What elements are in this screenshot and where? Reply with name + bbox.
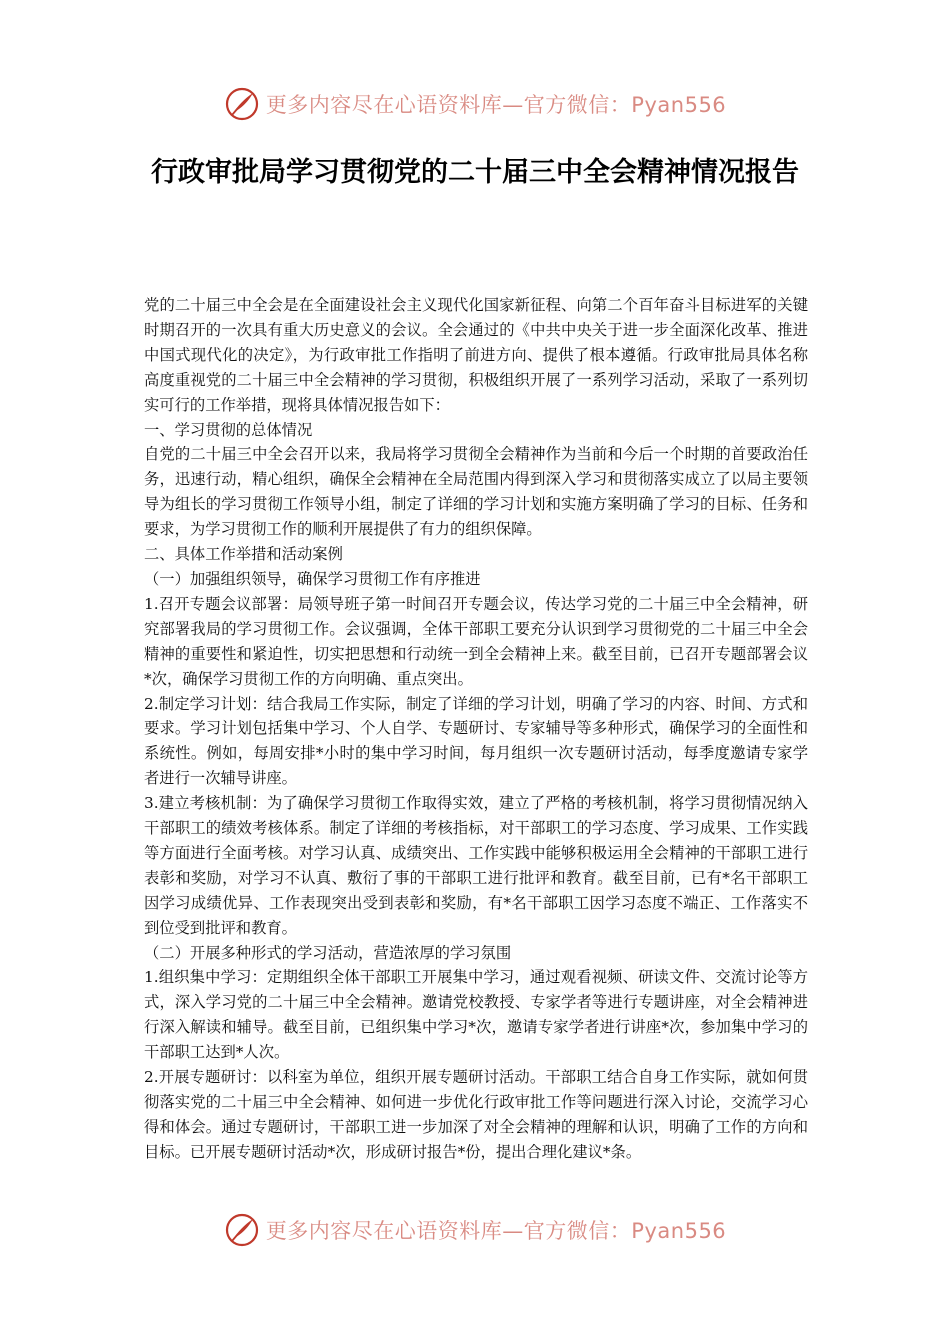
document-title: 行政审批局学习贯彻党的二十届三中全会精神情况报告 [151, 157, 799, 188]
subsection-heading-1: （一）加强组织领导，确保学习贯彻工作有序推进 [144, 569, 481, 588]
list-item: 2.开展专题研讨：以科室为单位，组织开展专题研讨活动。干部职工结合自身工作实际，就如何贯彻落实党的二十届三中全会精神、如何进一步优化行政审批工作等问题进行深入讨论，交流学习心得和体会。通过专题研讨，干部职工进一步加深了对全会精神的理解和认识，明确了工作的方向和目标。已开展专题研讨活动*次，形成研讨报告*份，提出合理化建议*条。 [144, 1068, 808, 1161]
header-watermark [0, 84, 950, 124]
watermark-text: 更多内容尽在心语资料库—官方微信：Pyan556 [265, 1219, 727, 1243]
list-item: 2.制定学习计划：结合我局工作实际，制定了详细的学习计划，明确了学习的内容、时间、方式和要求。学习计划包括集中学习、个人自学、专题研讨、专家辅导等多种形式，确保学习的全面性和系统性。例如，每周安排*小时的集中学习时间，每月组织一次专题研讨活动，每季度邀请专家学者进行一次辅导讲座。 [144, 694, 808, 788]
quill-logo-icon [224, 1212, 260, 1248]
section-heading-2: 二、具体工作举措和活动案例 [144, 545, 343, 564]
list-item: 1.组织集中学习：定期组织全体干部职工开展集中学习，通过观看视频、研读文件、交流讨论等方式，深入学习党的二十届三中全会精神。邀请党校教授、专家学者等进行专题讲座，对全会精神进行深入解读和辅导。截至目前，已组织集中学习*次，邀请专家学者进行讲座*次，参加集中学习的干部职工达到*人次。 [144, 968, 808, 1062]
footer-watermark [0, 1210, 950, 1250]
document-body [144, 293, 808, 1165]
subsection-heading-2: （二）开展多种形式的学习活动，营造浓厚的学习氛围 [144, 943, 512, 962]
list-item: 1.召开专题会议部署：局领导班子第一时间召开专题会议，传达学习党的二十届三中全会精神，研究部署我局的学习贯彻工作。会议强调，全体干部职工要充分认识到学习贯彻党的二十届三中全会精神的重要性和紧迫性，切实把思想和行动统一到全会精神上来。截至目前，已召开专题部署会议*次，确保学习贯彻工作的方向明确、重点突出。 [144, 594, 808, 688]
watermark-text: 更多内容尽在心语资料库—官方微信：Pyan556 [265, 93, 727, 117]
paragraph-intro: 党的二十届三中全会是在全面建设社会主义现代化国家新征程、向第二个百年奋斗目标进军的关键时期召开的一次具有重大历史意义的会议。全会通过的《中共中央关于进一步全面深化改革、推进中国式现代化的决定》，为行政审批工作指明了前进方向、提供了根本遵循。行政审批局具体名称高度重视党的二十届三中全会精神的学习贯彻，积极组织开展了一系列学习活动，采取了一系列切实可行的工作举措，现将具体情况报告如下： [144, 296, 808, 414]
quill-logo-icon [224, 86, 260, 122]
list-item: 3.建立考核机制：为了确保学习贯彻工作取得实效，建立了严格的考核机制，将学习贯彻情况纳入干部职工的绩效考核体系。制定了详细的考核指标，对干部职工的学习态度、学习成果、工作实践等方面进行全面考核。对学习认真、成绩突出、工作实践中能够积极运用全会精神的干部职工进行表彰和奖励，对学习不认真、敷衍了事的干部职工进行批评和教育。截至目前，已有*名干部职工因学习成绩优异、工作表现突出受到表彰和奖励，有*名干部职工因学习态度不端正、工作落实不到位受到批评和教育。 [144, 794, 808, 937]
section-heading-1: 一、学习贯彻的总体情况 [144, 420, 313, 439]
paragraph-overview: 自党的二十届三中全会召开以来，我局将学习贯彻全会精神作为当前和今后一个时期的首要政治任务，迅速行动，精心组织，确保全会精神在全局范围内得到深入学习和贯彻落实成立了以局主要领导为组长的学习贯彻工作领导小组，制定了详细的学习计划和实施方案明确了学习的目标、任务和要求，为学习贯彻工作的顺利开展提供了有力的组织保障。 [144, 445, 808, 539]
